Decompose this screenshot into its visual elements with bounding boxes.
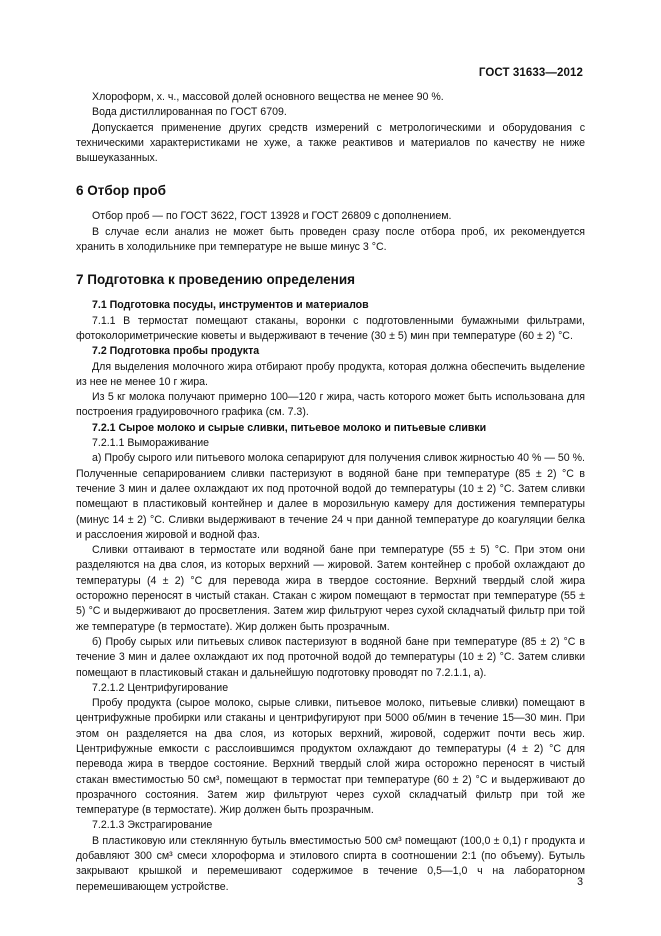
subsection-heading-7-2-1: 7.2.1 Сырое молоко и сырые сливки, питьевое молоко и питьевые сливки — [92, 421, 487, 434]
paragraph: Допускается применение других средств измерений с метрологическими и оборудования с техническими характеристиками не хуже, а также реактивов и материалов по качеству не ниже вышеуказанных. — [76, 121, 585, 165]
paragraph: Для выделения молочного жира отбирают пробу продукта, которая должна обеспечить выделение из нее не менее 10 г жира. — [76, 360, 585, 388]
paragraph: б) Пробу сырых или питьевых сливок пастеризуют в водяной бане при температуре (85 ± 2) °С в течение 3 мин и далее охлаждают их под проточной водой до температуры (10 ± 2) °С. Затем сливки помещают в пластиковый стакан и дальнейшую подготовку проводят по 7.2.1.1, а). — [76, 635, 585, 679]
document-header: ГОСТ 31633—2012 — [478, 67, 583, 79]
paragraph: В пластиковую или стеклянную бутыль вместимостью 500 см³ помещают (100,0 ± 0,1) г продукта и добавляют 300 см³ смеси хлороформа и этилового спирта в соотношении 2:1 (по объему). Бутыль закрывают крышкой и перемешивают содержимое в течение 0,5—1,0 ч на лабораторном перемешивающем устройстве. — [76, 834, 585, 893]
page-number: 3 — [577, 876, 583, 888]
paragraph: 7.2.1.2 Центрифугирование — [92, 681, 229, 694]
paragraph: Сливки оттаивают в термостате или водяной бане при температуре (55 ± 5) °С. При этом они разделяются на два слоя, из которых верхний — жировой. Затем контейнер с пробой охлаждают до температуры (4 ± 2) °С для перевода жира в твердое состояние. Верхний твердый слой жира осторожно переносят в чистый стакан. Стакан с жиром помещают в термостат при температуре (55 ± 5) °С и выдерживают до просветления. Затем жир фильтруют через сухой складчатый фильтр при той же температуре (в термостате). Жир должен быть прозрачным. — [76, 544, 585, 633]
subsection-heading-7-1: 7.1 Подготовка посуды, инструментов и материалов — [92, 299, 369, 312]
paragraph: В случае если анализ не может быть проведен сразу после отбора проб, их рекомендуется хранить в холодильнике при температуре не выше минус 3 °С. — [76, 225, 585, 254]
paragraph: а) Пробу сырого или питьевого молока сепарируют для получения сливок жирностью 40 % — 50 %. Полученные сепарированием сливки пастеризуют в водяной бане при температуре (85 ± 2) °С в течение 3 мин и далее охлаждают их под проточной водой до температуры (10 ± 2) °С. Затем сливки помещают в пластиковый контейнер и далее в морозильную камеру для достижения температуры (минус 14 ± 2) °С. Сливки выдерживают в течение 24 ч при данной температуре до коагуляции белка и расслоения жировой и водной фаз. — [76, 452, 585, 541]
paragraph: Отбор проб — по ГОСТ 3622, ГОСТ 13928 и ГОСТ 26809 с дополнением. — [92, 210, 452, 223]
subsection-heading-7-2: 7.2 Подготовка пробы продукта — [92, 345, 260, 358]
section-heading-7: 7 Подготовка к проведению определения — [76, 272, 356, 288]
document-body — [76, 90, 585, 895]
paragraph: 7.1.1 В термостат помещают стаканы, воронки с подготовленными бумажными фильтрами, фотоколориметрические кюветы и выдерживают в течение (30 ± 5) мин при температуре (60 ± 2) °С. — [76, 314, 585, 342]
section-heading-6: 6 Отбор проб — [76, 183, 166, 199]
paragraph: Вода дистиллированная по ГОСТ 6709. — [92, 106, 287, 119]
paragraph: 7.2.1.1 Вымораживание — [92, 437, 210, 450]
paragraph: Хлороформ, х. ч., массовой долей основного вещества не менее 90 %. — [92, 91, 444, 103]
paragraph: Пробу продукта (сырое молоко, сырые сливки, питьевое молоко, питьевые сливки) помещают в центрифужные пробирки или стаканы и центрифугируют при 5000 об/мин в течение 15—30 мин. При этом он разделяется на два слоя, из которых верхний, жировой, содержит почти весь жир. Центрифужные емкости с расслоившимся продуктом охлаждают до температуры (4 ± 2) °С для перевода жира в твердое состояние. Верхний твердый слой жира осторожно переносят в чистый стакан вместимостью 50 см³, помещают в термостат при температуре (60 ± 2) °С и выдерживают до прозрачного состояния. Затем жир фильтруют через сухой складчатый фильтр при той же температуре (в термостате). Жир должен быть прозрачным. — [76, 697, 585, 817]
paragraph: 7.2.1.3 Экстрагирование — [92, 819, 213, 832]
paragraph: Из 5 кг молока получают примерно 100—120 г жира, часть которого может быть использована для построения градуировочного графика (см. 7.3). — [76, 391, 585, 419]
